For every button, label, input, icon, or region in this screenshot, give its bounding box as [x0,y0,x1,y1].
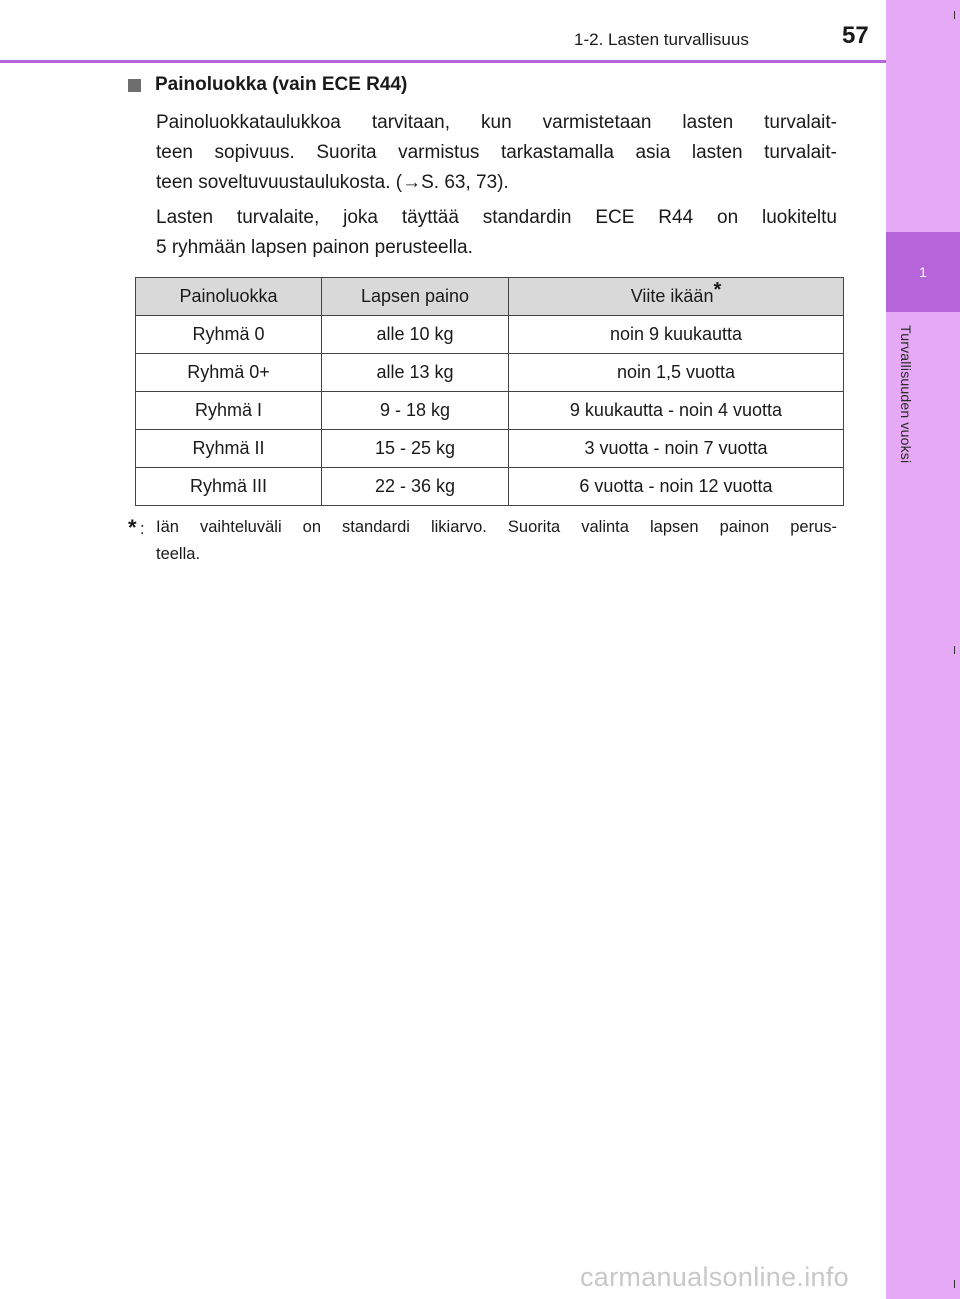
paragraph-group-classification [156,203,837,263]
footnote-line: Iän vaihteluväli on standardi likiarvo. Suorita valinta lapsen painon perus- [156,518,837,536]
paragraph-line: teen sopivuus. Suorita varmistus tarkastamalla asia lasten turvalait- [156,142,837,163]
paragraph-line: 5 ryhmään lapsen painon perusteella. [156,237,473,258]
square-bullet-icon [128,79,141,92]
paragraph-line: Painoluokkataulukkoa tarvitaan, kun varmistetaan lasten turvalait- [156,112,837,133]
chapter-tab[interactable] [886,232,960,312]
line-text: teen soveltuvuustaulukosta. ( [156,172,403,193]
crop-mark [954,646,955,654]
footnote-line: teella. [156,545,201,563]
table-header-row [136,278,844,316]
side-tab-strip [886,0,960,1299]
table-row [136,316,844,354]
table-cell: 3 vuotta - noin 7 vuotta [509,430,844,468]
footnote-marker: * [128,515,137,540]
watermark: carmanualsonline.info [580,1262,849,1292]
table-cell: alle 10 kg [322,316,509,354]
section-heading [128,74,407,96]
table-footnote [128,514,837,568]
column-header-text: Viite ikään [630,286,714,306]
section-title: 1-2. Lasten turvallisuus [574,30,749,49]
table-cell: Ryhmä 0 [136,316,322,354]
column-header [509,278,844,316]
crop-mark [954,11,955,19]
column-header: Painoluokka [136,278,322,316]
chapter-label: Turvallisuuden vuoksi [898,325,914,464]
arrow-icon: → [402,172,422,193]
header-divider [0,60,886,63]
crop-mark [954,1280,955,1288]
column-header: Lapsen paino [322,278,509,316]
weight-class-table [135,277,844,506]
page-reference-link[interactable]: S. 63, 73). [421,172,509,193]
table-cell: Ryhmä I [136,392,322,430]
heading-text: Painoluokka (vain ECE R44) [155,74,408,95]
footnote-colon: : [140,520,145,538]
table-row [136,430,844,468]
table-row [136,392,844,430]
table-cell: alle 13 kg [322,354,509,392]
footnote-marker: * [713,279,722,301]
table-cell: 6 vuotta - noin 12 vuotta [509,468,844,506]
table-row [136,468,844,506]
table-cell: Ryhmä 0+ [136,354,322,392]
table-cell: 9 - 18 kg [322,392,509,430]
paragraph-weight-table-intro [156,108,837,198]
table-row [136,354,844,392]
table-cell: 22 - 36 kg [322,468,509,506]
chapter-number: 1 [919,264,927,280]
paragraph-line: Lasten turvalaite, joka täyttää standardin ECE R44 on luokiteltu [156,207,837,228]
page-number: 57 [842,22,869,49]
table-cell: 15 - 25 kg [322,430,509,468]
paragraph-line [156,168,837,198]
table-cell: noin 9 kuukautta [509,316,844,354]
table-cell: noin 1,5 vuotta [509,354,844,392]
table-cell: Ryhmä II [136,430,322,468]
table-cell: Ryhmä III [136,468,322,506]
table-cell: 9 kuukautta - noin 4 vuotta [509,392,844,430]
